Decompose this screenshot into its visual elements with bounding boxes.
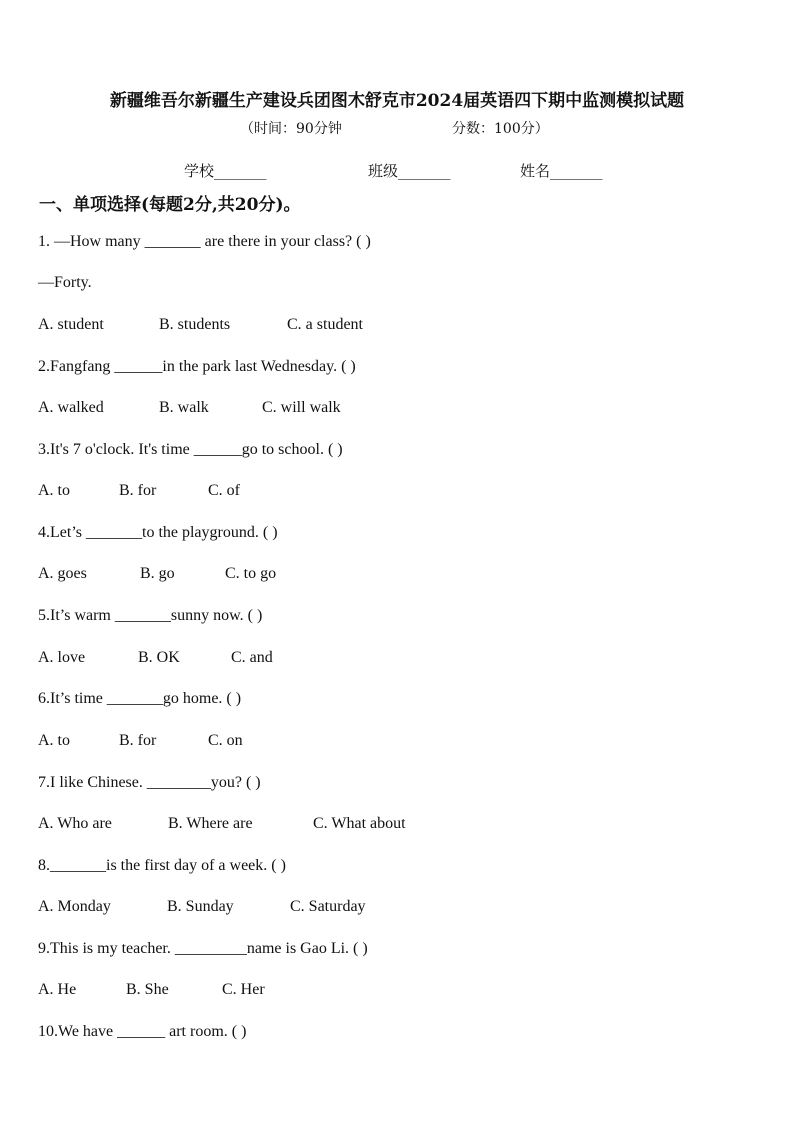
question-stem: 2.Fangfang ______in the park last Wednesday. ( ) — [38, 358, 356, 375]
option-a: A. student — [38, 316, 104, 333]
option-b: B. Sunday — [167, 898, 234, 915]
question-stem: 9.This is my teacher. _________name is Gao Li. ( ) — [38, 940, 368, 957]
option-a: A. to — [38, 732, 70, 749]
exam-time: （时间：90分钟 — [240, 121, 342, 137]
option-b: B. OK — [138, 649, 180, 666]
section-title: 一、单项选择(每题2分,共20分)。 — [39, 195, 301, 215]
option-a: A. He — [38, 981, 77, 998]
class-field: 班级_______ — [368, 162, 451, 180]
question-stem: 7.I like Chinese. ________you? ( ) — [38, 774, 261, 791]
option-c: C. on — [208, 732, 243, 749]
option-a: A. walked — [38, 399, 104, 416]
option-c: C. of — [208, 482, 240, 499]
option-c: C. Her — [222, 981, 265, 998]
option-b: B. She — [126, 981, 169, 998]
option-a: A. love — [38, 649, 86, 666]
option-a: A. to — [38, 482, 70, 499]
option-b: B. Where are — [168, 815, 253, 832]
option-b: B. walk — [159, 399, 209, 416]
option-b: B. for — [119, 482, 157, 499]
option-c: C. will walk — [262, 399, 341, 416]
school-field: 学校_______ — [184, 162, 267, 180]
question-stem: 5.It’s warm _______sunny now. ( ) — [38, 607, 263, 624]
option-c: C. and — [231, 649, 273, 666]
question-answer-line: —Forty. — [38, 274, 92, 291]
exam-score: 分数：100分） — [452, 121, 549, 137]
name-field: 姓名_______ — [520, 162, 603, 180]
option-c: C. to go — [225, 565, 277, 582]
option-b: B. go — [140, 565, 175, 582]
question-stem: 1. —How many _______ are there in your class? ( ) — [38, 233, 371, 250]
option-a: A. Monday — [38, 898, 111, 915]
option-c: C. Saturday — [290, 898, 366, 915]
option-a: A. Who are — [38, 815, 112, 832]
question-stem: 10.We have ______ art room. ( ) — [38, 1023, 247, 1040]
exam-title: 新疆维吾尔新疆生产建设兵团图木舒克市2024届英语四下期中监测模拟试题 — [109, 91, 685, 111]
question-stem: 8._______is the first day of a week. ( ) — [38, 857, 286, 874]
option-c: C. What about — [313, 815, 406, 832]
option-a: A. goes — [38, 565, 87, 582]
option-c: C. a student — [287, 316, 363, 333]
question-stem: 6.It’s time _______go home. ( ) — [38, 690, 242, 707]
option-b: B. for — [119, 732, 157, 749]
question-stem: 3.It's 7 o'clock. It's time ______go to school. ( ) — [38, 441, 343, 458]
option-b: B. students — [159, 316, 231, 333]
question-stem: 4.Let’s _______to the playground. ( ) — [38, 524, 278, 541]
